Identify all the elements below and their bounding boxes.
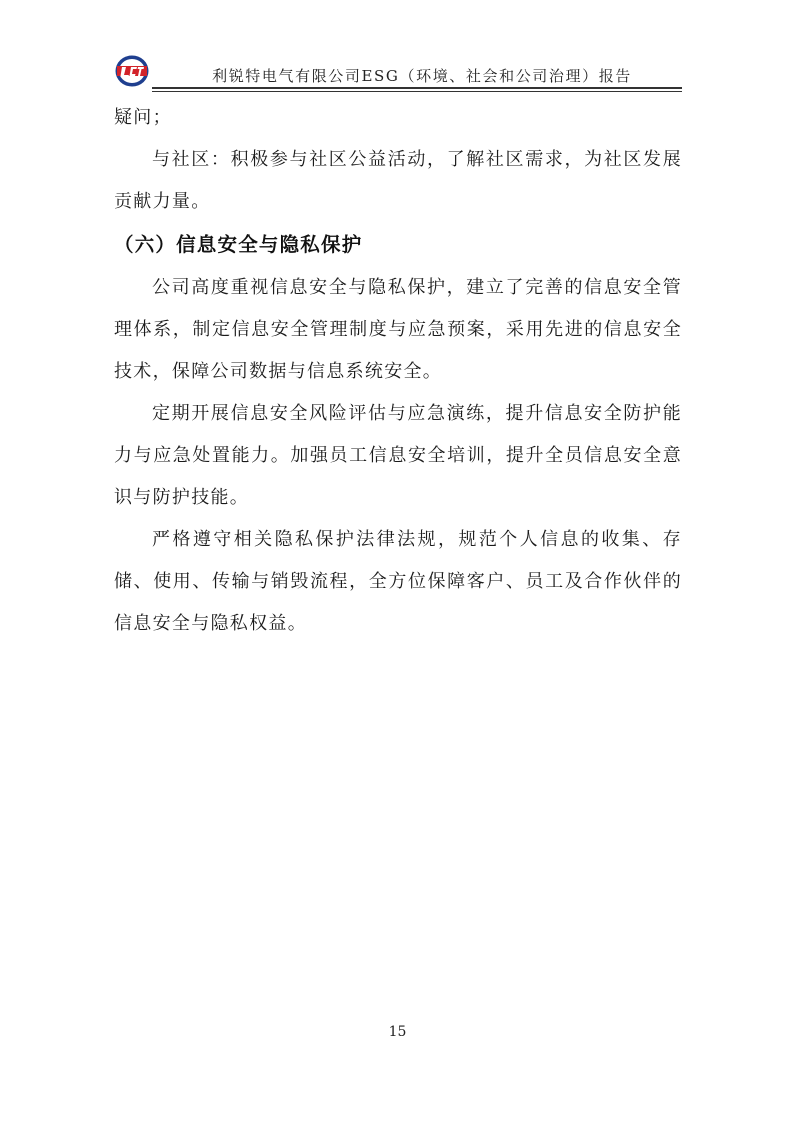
paragraph-security-system: 公司高度重视信息安全与隐私保护，建立了完善的信息安全管理体系，制定信息安全管理制度与应急预案，采用先进的信息安全技术，保障公司数据与信息系统安全。 (114, 277, 682, 382)
header-rule-thin (152, 91, 682, 92)
paragraph-risk-assessment: 定期开展信息安全风险评估与应急演练，提升信息安全防护能力与应急处置能力。加强员工信息安全培训，提升全员信息安全意识与防护技能。 (114, 403, 682, 508)
page-number: 15 (388, 1024, 407, 1040)
header-rule (152, 87, 682, 89)
paragraph-community: 与社区：积极参与社区公益活动，了解社区需求，为社区发展贡献力量。 (114, 149, 682, 212)
paragraph-continuation: 疑问； (114, 107, 172, 128)
header-title: 利锐特电气有限公司ESG（环境、社会和公司治理）报告 (212, 67, 632, 85)
page-content (114, 97, 682, 645)
page-header (114, 50, 682, 90)
paragraph-privacy-law: 严格遵守相关隐私保护法律法规，规范个人信息的收集、存储、使用、传输与销毁流程，全方位保障客户、员工及合作伙伴的信息安全与隐私权益。 (114, 529, 682, 634)
section-heading: （六）信息安全与隐私保护 (114, 233, 363, 256)
